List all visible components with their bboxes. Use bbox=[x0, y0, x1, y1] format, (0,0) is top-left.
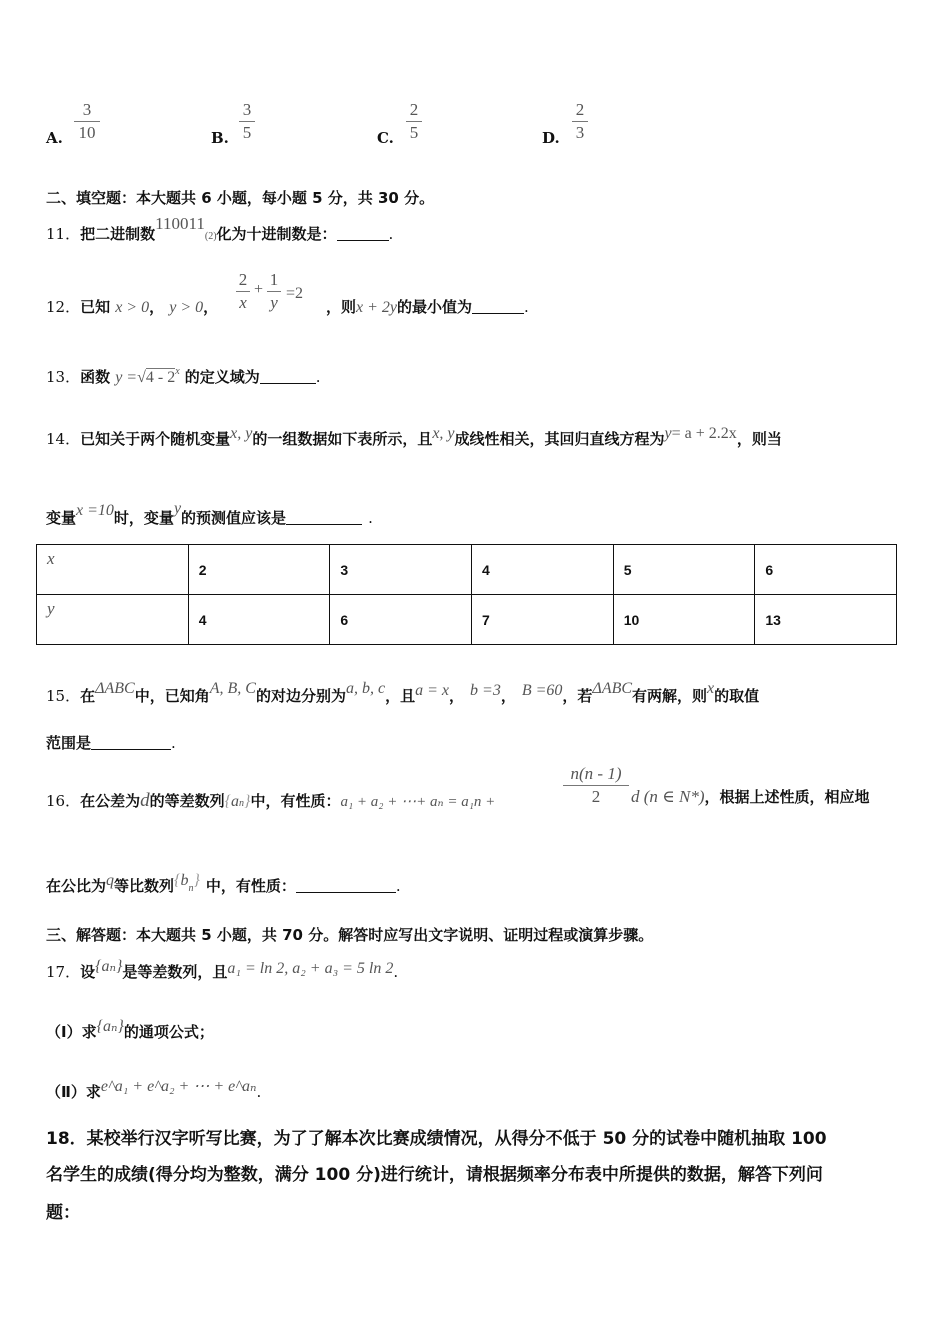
q17-mid: 是等差数列，且 bbox=[122, 963, 228, 981]
q16-formula-left: a₁ + a₂ + ⋯+ aₙ = a₁n + bbox=[340, 794, 496, 810]
question-16-line2: 在公比为q等比数列{bn} 中，有性质： . bbox=[46, 872, 401, 895]
q14-end: . bbox=[368, 509, 373, 527]
q13-func: y = bbox=[115, 369, 138, 386]
data-table bbox=[36, 544, 897, 645]
q12-expr: x + 2y bbox=[356, 299, 398, 316]
q16-formula-right: d (n ∈ N*) bbox=[631, 787, 705, 806]
q16-number: 16． bbox=[46, 792, 81, 810]
q12-post: 的最小值为 bbox=[397, 298, 473, 316]
q11-binary: 110011 bbox=[155, 214, 205, 233]
q12-pre: 已知 bbox=[80, 298, 111, 316]
table-cell: 4 bbox=[188, 595, 330, 645]
table-cell: 6 bbox=[755, 545, 897, 595]
option-a-num: 3 bbox=[82, 100, 92, 119]
q12-frac2 bbox=[267, 270, 281, 313]
q17-seq: {aₙ} bbox=[95, 958, 123, 975]
q17-part2-expr: e^a₁ + e^a₂ + ⋯ + e^aₙ bbox=[100, 1078, 257, 1095]
q13-pre: 函数 bbox=[80, 368, 111, 386]
q18-line2: 名学生的成绩(得分均为整数，满分 100 分)进行统计，请根据频率分布表中所提供的数据，解答下列问 bbox=[46, 1165, 823, 1185]
q12-answer-blank bbox=[472, 299, 524, 314]
q15-sides: a, b, c bbox=[345, 680, 386, 697]
q13-answer-blank bbox=[260, 369, 316, 384]
q17-part2 bbox=[46, 1076, 261, 1102]
q17-part2-end: . bbox=[256, 1083, 262, 1101]
q14-line1-pre: 已知关于两个随机变量 bbox=[80, 430, 231, 448]
q14-answer-blank bbox=[286, 510, 362, 525]
q15-answer-blank bbox=[91, 735, 171, 750]
option-b-label: B. bbox=[211, 129, 229, 147]
q12-number: 12． bbox=[46, 298, 81, 316]
q17-part1 bbox=[46, 1016, 214, 1042]
q14-number: 14． bbox=[46, 430, 81, 448]
q15-end1: 的取值 bbox=[714, 687, 760, 705]
table-header-y: y bbox=[37, 595, 189, 645]
q15-tri: ΔABC bbox=[95, 680, 135, 697]
q16-pre: 在公差为 bbox=[80, 792, 141, 810]
q16-mid1: 的等差数列 bbox=[149, 792, 225, 810]
q17-number: 17． bbox=[46, 963, 81, 981]
question-15-line2 bbox=[46, 732, 176, 753]
q16-frac-den: 2 bbox=[591, 787, 601, 806]
table-cell: 13 bbox=[755, 595, 897, 645]
option-c-fraction bbox=[406, 100, 422, 143]
q16-d: d bbox=[140, 790, 150, 811]
q13-post: 的定义域为 bbox=[184, 368, 260, 386]
q15-B-eq: B =60 bbox=[521, 682, 563, 699]
q16-seq-sub: n bbox=[239, 798, 245, 809]
q15-mid2: 的对边分别为 bbox=[255, 687, 346, 705]
q16-seq: a bbox=[231, 793, 240, 810]
q12-frac1 bbox=[236, 270, 250, 313]
q12-mid: ，则 bbox=[326, 298, 357, 316]
q12-cond1: x > 0 bbox=[115, 299, 150, 316]
q13-end: . bbox=[315, 368, 321, 386]
q14-line2-post: 的预测值应该是 bbox=[181, 509, 287, 527]
q16-answer-blank bbox=[296, 878, 396, 893]
option-d-num: 2 bbox=[575, 100, 585, 119]
q11-post: 化为十进制数是： bbox=[216, 225, 337, 243]
q15-mid5: 有两解，则 bbox=[632, 687, 708, 705]
q13-exp: x bbox=[175, 366, 180, 377]
q14-line2-mid: 时，变量 bbox=[113, 509, 174, 527]
table-cell: 2 bbox=[188, 545, 330, 595]
q14-xval: x =10 bbox=[76, 502, 114, 519]
q12-frac2-den: y bbox=[270, 293, 278, 312]
table-cell: 3 bbox=[330, 545, 472, 595]
q12-frac2-num: 1 bbox=[269, 270, 279, 289]
q12-sep1: ， bbox=[149, 298, 165, 316]
q11-base: (2) bbox=[204, 231, 217, 242]
q14-vars: x, y bbox=[230, 425, 253, 442]
q18-line1: 18．某校举行汉字听写比赛，为了了解本次比赛成绩情况，从得分不低于 50 分的试卷中随机抽取 100 bbox=[46, 1129, 827, 1149]
q11-number: 11． bbox=[46, 225, 81, 243]
q12-rest bbox=[286, 283, 303, 303]
question-14-line1 bbox=[46, 425, 898, 449]
table-row-y bbox=[37, 595, 897, 645]
table-cell: 4 bbox=[472, 545, 614, 595]
q14-line1-mid2: 成线性相关，其回归直线方程为 bbox=[454, 430, 665, 448]
q16-mid2: 中，有性质： bbox=[250, 792, 341, 810]
q16-q: q bbox=[106, 872, 115, 889]
q14-yhat: y bbox=[664, 425, 672, 442]
q16-line2-mid: 等比数列 bbox=[114, 877, 175, 895]
q16-end: . bbox=[395, 877, 401, 895]
question-11 bbox=[46, 214, 393, 244]
q17-part1-label: （Ⅰ）求 bbox=[46, 1023, 97, 1041]
q14-regression: = a + 2.2x bbox=[671, 425, 737, 442]
q15-mid3: ，且 bbox=[385, 687, 416, 705]
q15-angles: A, B, C bbox=[209, 680, 256, 697]
q15-c2: ， bbox=[500, 687, 516, 705]
section3-heading: 三、解答题：本大题共 5 小题，共 70 分。解答时应写出文字说明、证明过程或演算步骤。 bbox=[46, 926, 654, 944]
q15-mid1: 中，已知角 bbox=[134, 687, 210, 705]
q11-pre: 把二进制数 bbox=[80, 225, 156, 243]
question-14-line2 bbox=[46, 500, 373, 528]
table-row-x bbox=[37, 545, 897, 595]
table-cell: 10 bbox=[613, 595, 755, 645]
q15-pre: 在 bbox=[80, 687, 96, 705]
question-12 bbox=[46, 296, 218, 317]
q11-end: . bbox=[388, 225, 394, 243]
q17-end: . bbox=[393, 963, 399, 981]
q16-seq2-sub: n bbox=[188, 883, 194, 894]
q16-seq2: b bbox=[180, 872, 189, 889]
q12-eq: =2 bbox=[286, 285, 304, 302]
q15-a-eq: a = x bbox=[415, 682, 449, 699]
q14-line1-end: ，则当 bbox=[736, 430, 782, 448]
option-a-fraction bbox=[74, 100, 100, 143]
q18-line3: 题： bbox=[46, 1203, 80, 1223]
question-16-line1a: 16．在公差为d的等差数列{an}中，有性质：a₁ + a₂ + ⋯+ aₙ = a₁n + bbox=[46, 790, 496, 811]
q12-cond2: y > 0 bbox=[169, 299, 204, 316]
option-a-label: A. bbox=[46, 129, 63, 147]
option-c-label: C. bbox=[377, 129, 394, 147]
table-cell: 5 bbox=[613, 545, 755, 595]
option-d-fraction bbox=[572, 100, 588, 143]
option-d-label: D. bbox=[542, 129, 560, 147]
q15-number: 15． bbox=[46, 687, 81, 705]
q16-frac-num: n(n - 1) bbox=[570, 764, 622, 783]
option-b-num: 3 bbox=[242, 100, 252, 119]
q15-tri2: ΔABC bbox=[592, 680, 633, 697]
q14-yvar: y bbox=[173, 500, 182, 517]
option-c-den: 5 bbox=[409, 123, 419, 142]
q16-line2-pre: 在公比为 bbox=[46, 877, 107, 895]
q16-line2-post: 中，有性质： bbox=[205, 877, 296, 895]
option-b-fraction bbox=[239, 100, 255, 143]
section2-heading: 二、填空题：本大题共 6 小题，每小题 5 分，共 30 分。 bbox=[46, 189, 435, 207]
option-b-den: 5 bbox=[242, 123, 252, 142]
q12-frac1-den: x bbox=[239, 293, 247, 312]
q13-number: 13． bbox=[46, 368, 81, 386]
q16-post: ，根据上述性质，相应地 bbox=[704, 788, 870, 806]
q15-end: . bbox=[171, 734, 176, 752]
q17-part2-label: （Ⅱ）求 bbox=[46, 1083, 101, 1101]
option-a-den: 10 bbox=[78, 123, 96, 142]
table-cell: 7 bbox=[472, 595, 614, 645]
q17-part1-seq: {aₙ} bbox=[96, 1018, 124, 1035]
q15-line2: 范围是 bbox=[46, 734, 92, 752]
question-17 bbox=[46, 956, 398, 982]
q15-xvar: x bbox=[707, 680, 715, 697]
question-16-line1b bbox=[631, 786, 870, 807]
q14-vars2: x, y bbox=[432, 425, 455, 442]
q12-sep2: ， bbox=[203, 298, 219, 316]
q14-line2-pre: 变量 bbox=[46, 509, 77, 527]
table-header-x: x bbox=[37, 545, 189, 595]
option-c-num: 2 bbox=[409, 100, 419, 119]
question-13: 13．函数 y =√4 - 2$^x$ 的定义域为 . bbox=[46, 366, 321, 386]
q12-plus: + bbox=[254, 281, 264, 298]
q15-c1: ， bbox=[449, 687, 465, 705]
q12-end: . bbox=[524, 298, 529, 316]
q17-pre: 设 bbox=[80, 963, 96, 981]
q17-part1-post: 的通项公式； bbox=[123, 1023, 214, 1041]
q13-radicand: 4 - 2 bbox=[145, 369, 176, 386]
q14-line1-mid: 的一组数据如下表所示，且 bbox=[252, 430, 433, 448]
q16-fraction bbox=[563, 764, 629, 807]
q11-answer-blank bbox=[337, 226, 389, 241]
table-cell: 6 bbox=[330, 595, 472, 645]
q15-mid4: ，若 bbox=[562, 687, 593, 705]
option-d-den: 3 bbox=[575, 123, 585, 142]
question-15-line1 bbox=[46, 680, 759, 706]
q12-tail bbox=[326, 296, 529, 317]
q12-frac1-num: 2 bbox=[238, 270, 248, 289]
q15-b-eq: b =3 bbox=[470, 682, 501, 699]
q17-cond: a₁ = ln 2, a₂ + a₃ = 5 ln 2 bbox=[227, 960, 394, 977]
